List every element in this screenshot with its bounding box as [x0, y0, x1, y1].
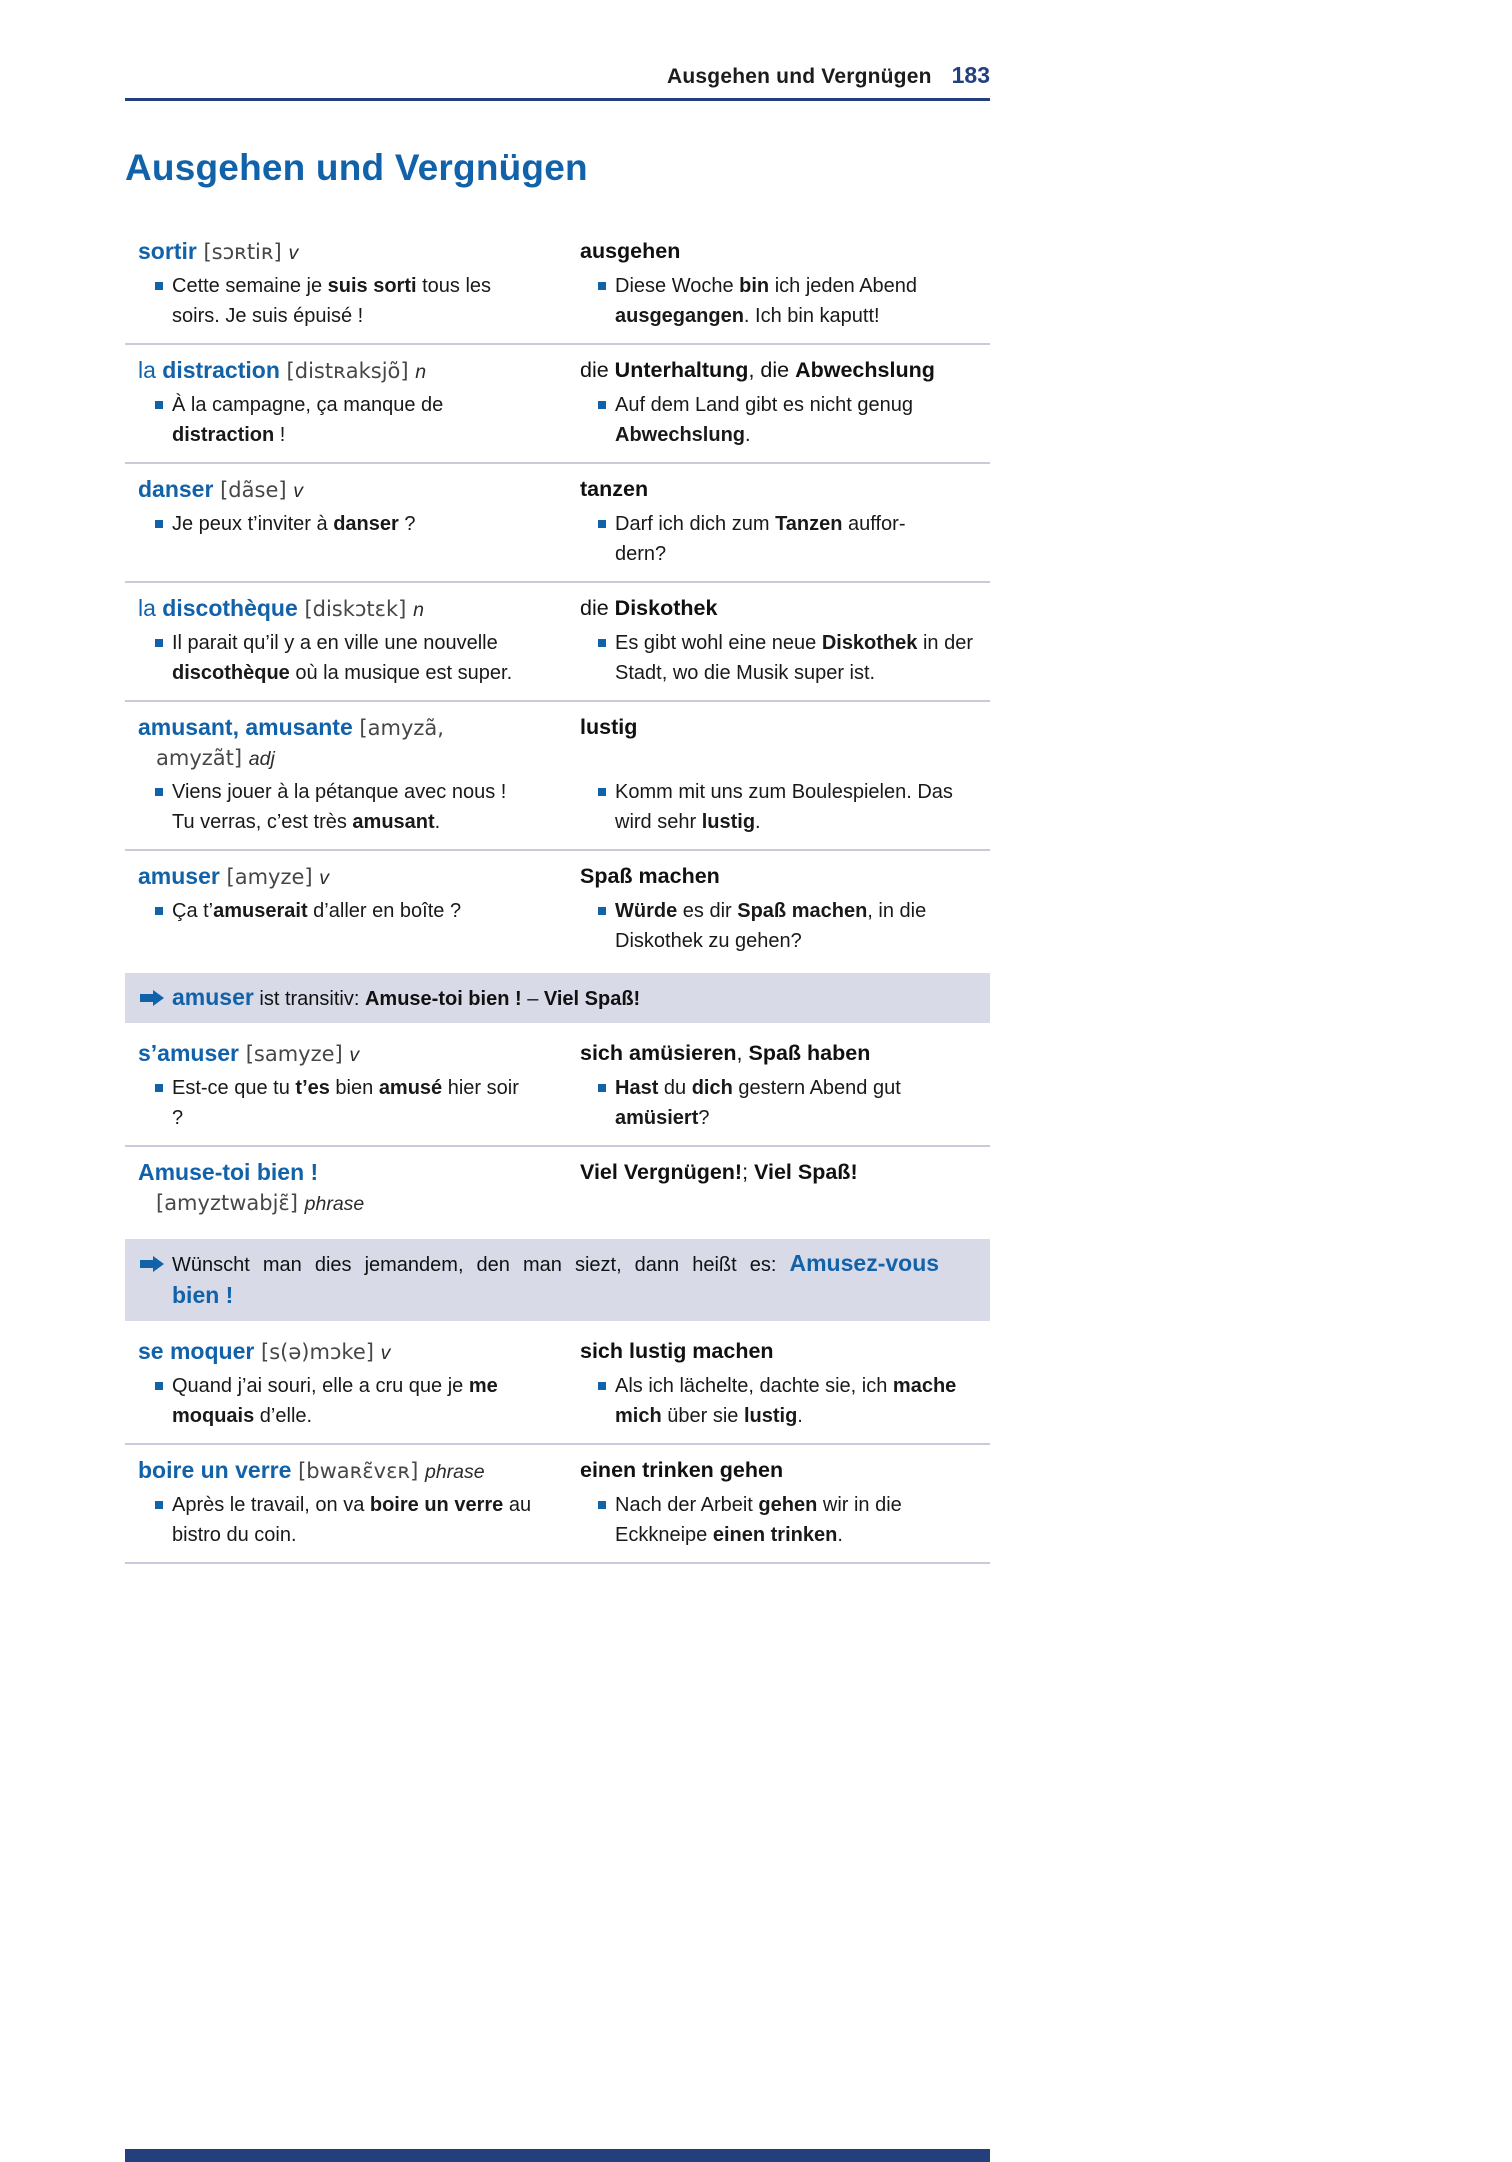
- french-examples: [155, 271, 580, 331]
- square-bullet-icon: [598, 520, 606, 528]
- square-bullet-icon: [155, 1501, 163, 1509]
- french-headword: Amuse-toi bien ! [amyztwabjɛ̃] phrase: [138, 1159, 365, 1215]
- square-bullet-icon: [155, 282, 163, 290]
- french-headword: danser [dãse] v: [138, 476, 303, 502]
- example-sentence: [598, 628, 990, 688]
- example-text: Auf dem Land gibt es nicht genug Abwechslung.: [615, 394, 913, 446]
- example-text: Ça t’amuserait d’aller en boîte ?: [172, 900, 462, 922]
- french-headword: boire un verre [bwaʀɛ̃vɛʀ] phrase: [138, 1457, 485, 1483]
- german-examples: [598, 1073, 990, 1133]
- german-translation: einen trinken gehen: [580, 1458, 784, 1482]
- square-bullet-icon: [155, 907, 163, 915]
- example-text: Es gibt wohl eine neue Diskothek in der Stadt, wo die Musik super ist.: [615, 632, 973, 684]
- example-sentence: [598, 1073, 990, 1133]
- square-bullet-icon: [155, 788, 163, 796]
- square-bullet-icon: [155, 401, 163, 409]
- example-sentence: [155, 628, 532, 688]
- example-text: Viens jouer à la pétanque avec nous ! Tu verras, c’est très amusant.: [172, 781, 507, 833]
- example-text: Est-ce que tu t’es bien amusé hier soir ?: [172, 1077, 519, 1129]
- dictionary-entry: [125, 1326, 990, 1445]
- square-bullet-icon: [155, 639, 163, 647]
- example-text: Diese Woche bin ich jeden Abend ausgegangen. Ich bin kaputt!: [615, 275, 918, 327]
- example-sentence: [155, 509, 532, 539]
- french-headword: la distraction [distʀaksjõ] n: [138, 357, 427, 383]
- french-headword: se moquer [s(ə)mɔke] v: [138, 1338, 391, 1364]
- french-headword: amusant, amusante [amyzã, amyzãt] adj: [138, 714, 444, 770]
- square-bullet-icon: [155, 1382, 163, 1390]
- example-sentence: [155, 390, 532, 450]
- example-sentence: [155, 1073, 532, 1133]
- dictionary-entry: [125, 464, 990, 583]
- german-examples: [598, 1371, 990, 1431]
- german-translation: lustig: [580, 715, 638, 739]
- square-bullet-icon: [155, 520, 163, 528]
- french-examples: [155, 1073, 580, 1133]
- running-title: Ausgehen und Vergnügen: [667, 65, 932, 88]
- dictionary-entry: [125, 345, 990, 464]
- example-text: À la campagne, ça manque de distraction !: [172, 394, 444, 446]
- french-examples: [155, 1490, 580, 1550]
- example-sentence: [598, 390, 990, 450]
- square-bullet-icon: [598, 639, 606, 647]
- dictionary-entry: [125, 1445, 990, 1564]
- example-sentence: [155, 271, 532, 331]
- french-examples: [155, 509, 580, 569]
- german-translation: Spaß machen: [580, 864, 720, 888]
- german-translation: tanzen: [580, 477, 649, 501]
- example-sentence: [598, 1371, 990, 1431]
- usage-note-text: amuser ist transitiv: Amuse-toi bien ! – Viel Spaß!: [172, 984, 641, 1010]
- example-sentence: [155, 896, 532, 926]
- dictionary-entry: [125, 583, 990, 702]
- german-translation: Viel Vergnügen!; Viel Spaß!: [580, 1160, 858, 1184]
- example-text: Würde es dir Spaß machen, in die Diskothek zu gehen?: [615, 900, 927, 952]
- french-headword: s’amuser [samyze] v: [138, 1040, 360, 1066]
- usage-note-text: Wünscht man dies jemandem, den man siezt, dann heißt es: Amusez-vous bien !: [172, 1250, 940, 1308]
- example-sentence: [598, 896, 990, 956]
- usage-note: [125, 973, 990, 1023]
- dictionary-entry: [125, 1028, 990, 1147]
- example-sentence: [155, 1490, 532, 1550]
- page-number: 183: [951, 62, 990, 88]
- square-bullet-icon: [155, 1084, 163, 1092]
- dictionary-entry: [125, 1147, 990, 1234]
- example-sentence: [155, 1371, 532, 1431]
- german-examples: [598, 777, 990, 837]
- french-headword: la discothèque [diskɔtɛk] n: [138, 595, 424, 621]
- german-translation: die Unterhaltung, die Abwechslung: [580, 358, 935, 382]
- german-translation: die Diskothek: [580, 596, 718, 620]
- header-rule: [125, 98, 990, 101]
- example-sentence: [155, 777, 532, 837]
- example-text: Il parait qu’il y a en ville une nouvelle discothèque où la musique est super.: [172, 632, 513, 684]
- german-examples: [598, 271, 990, 331]
- french-headword: amuser [amyze] v: [138, 863, 330, 889]
- example-text: Hast du dich gestern Abend gut amüsiert?: [615, 1077, 901, 1129]
- square-bullet-icon: [598, 1084, 606, 1092]
- square-bullet-icon: [598, 788, 606, 796]
- page-header: [125, 0, 990, 101]
- square-bullet-icon: [598, 907, 606, 915]
- french-examples: [155, 1371, 580, 1431]
- example-sentence: [598, 777, 990, 837]
- right-arrow-icon: [140, 990, 164, 1006]
- right-arrow-icon: [140, 1256, 164, 1272]
- square-bullet-icon: [598, 401, 606, 409]
- example-text: Je peux t’inviter à danser ?: [172, 513, 416, 535]
- german-examples: [598, 896, 990, 956]
- german-examples: [598, 1490, 990, 1550]
- dictionary-entry: [125, 702, 990, 851]
- french-examples: [155, 628, 580, 688]
- usage-note: [125, 1239, 990, 1321]
- german-examples: [598, 390, 990, 450]
- square-bullet-icon: [598, 1382, 606, 1390]
- dictionary-entry: [125, 851, 990, 968]
- german-translation: sich lustig machen: [580, 1339, 774, 1363]
- example-sentence: [598, 509, 990, 569]
- running-head: [125, 0, 990, 89]
- example-sentence: [598, 271, 990, 331]
- chapter-title: Ausgehen und Vergnügen: [125, 147, 588, 188]
- page-footer-bar: [125, 2149, 990, 2162]
- dictionary-entries-list: [125, 226, 990, 1564]
- german-translation: sich amüsieren, Spaß haben: [580, 1041, 871, 1065]
- dictionary-entry: [125, 226, 990, 345]
- example-text: Nach der Arbeit gehen wir in die Eckkneipe einen trinken.: [615, 1494, 902, 1546]
- german-examples: [598, 628, 990, 688]
- page-content: [125, 0, 990, 1564]
- german-translation: ausgehen: [580, 239, 681, 263]
- french-examples: [155, 896, 580, 956]
- example-text: Darf ich dich zum Tanzen auffor- dern?: [615, 513, 906, 565]
- german-examples: [598, 509, 990, 569]
- square-bullet-icon: [598, 1501, 606, 1509]
- example-sentence: [598, 1490, 990, 1550]
- example-text: Als ich lächelte, dachte sie, ich mache mich über sie lustig.: [615, 1375, 957, 1427]
- example-text: Komm mit uns zum Boulespielen. Das wird sehr lustig.: [615, 781, 953, 833]
- square-bullet-icon: [598, 282, 606, 290]
- french-examples: [155, 390, 580, 450]
- example-text: Après le travail, on va boire un verre au bistro du coin.: [172, 1494, 532, 1546]
- example-text: Quand j’ai souri, elle a cru que je me moquais d’elle.: [172, 1375, 498, 1427]
- french-headword: sortir [sɔʀtiʀ] v: [138, 238, 299, 264]
- french-examples: [155, 777, 580, 837]
- example-text: Cette semaine je suis sorti tous les soirs. Je suis épuisé !: [172, 275, 492, 327]
